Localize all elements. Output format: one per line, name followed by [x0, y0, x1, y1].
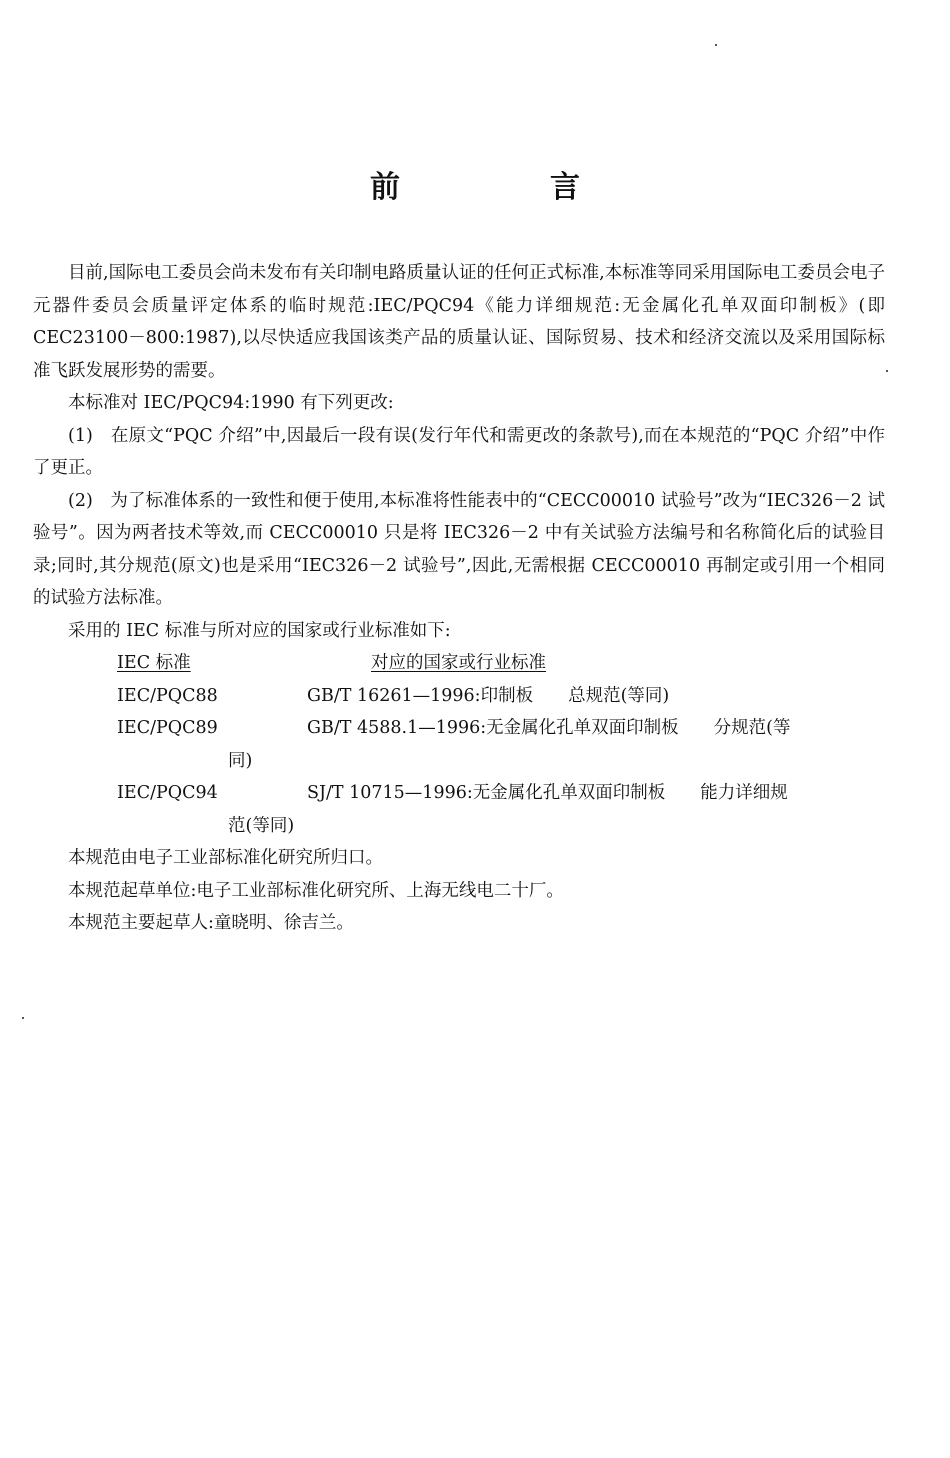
table-cell-continuation: 范(等同) — [228, 815, 295, 836]
paragraph-standards-lead: 采用的 IEC 标准与所对应的国家或行业标准如下: — [68, 620, 451, 641]
paragraph-administration: 本规范由电子工业部标准化研究所归口。 — [68, 848, 383, 868]
scan-speck — [22, 1017, 24, 1019]
table-cell-national: GB/T 16261—1996:印制板 总规范(等同) — [307, 685, 670, 706]
table-header-national: 对应的国家或行业标准 — [371, 653, 546, 673]
table-cell-iec: IEC/PQC88 — [117, 685, 218, 706]
table-cell-national: SJ/T 10715—1996:无金属化孔单双面印制板 能力详细规 — [307, 783, 788, 803]
paragraph-drafters: 本规范主要起草人:童晓明、徐吉兰。 — [68, 913, 354, 933]
table-row — [33, 777, 885, 810]
table-row — [33, 712, 885, 745]
paragraph-drafting-units: 本规范起草单位:电子工业部标准化研究所、上海无线电二十厂。 — [68, 880, 564, 901]
table-row — [33, 680, 885, 713]
standards-table — [33, 647, 885, 842]
table-cell-iec: IEC/PQC94 — [117, 783, 218, 803]
paragraph-changes-lead: 本标准对 IEC/PQC94:1990 有下列更改: — [68, 393, 394, 413]
table-cell-iec: IEC/PQC89 — [117, 718, 218, 738]
paragraph-change-2: (2) 为了标准体系的一致性和便于使用,本标准将性能表中的“CECC00010 试验号”改为“IEC326－2 试验号”。因为两者技术等效,而 CECC00010 只是将 IEC326－2 中有关试验方法编号和名称简化后的试验目录;同时,其分规范(原文)也是采用“IEC326－2 试验号”,因此,无需根据 CECC00010 再制定或引用一个相同的试验方法标准。 — [33, 490, 885, 608]
foreword-body — [33, 257, 885, 940]
table-cell-continuation: 同) — [228, 750, 253, 771]
table-header-row — [33, 647, 885, 680]
table-header-iec: IEC 标准 — [117, 653, 191, 673]
scan-speck — [886, 370, 888, 372]
scan-speck — [715, 44, 717, 46]
paragraph-change-1: (1) 在原文“PQC 介绍”中,因最后一段有误(发行年代和需更改的条款号),而在本规范的“PQC 介绍”中作了更正。 — [33, 425, 885, 478]
table-cell-national: GB/T 4588.1—1996:无金属化孔单双面印制板 分规范(等 — [307, 718, 791, 738]
page-title: 前 言 — [370, 170, 640, 205]
paragraph-intro: 目前,国际电工委员会尚未发布有关印制电路质量认证的任何正式标准,本标准等同采用国际电工委员会电子元器件委员会质量评定体系的临时规范:IEC/PQC94《能力详细规范:无金属化孔单双面印制板》(即 CEC23100－800:1987),以尽快适应我国该类产品的质量认证、国际贸易、技术和经济交流以及采用国际标准飞跃发展形势的需要。 — [33, 263, 885, 381]
